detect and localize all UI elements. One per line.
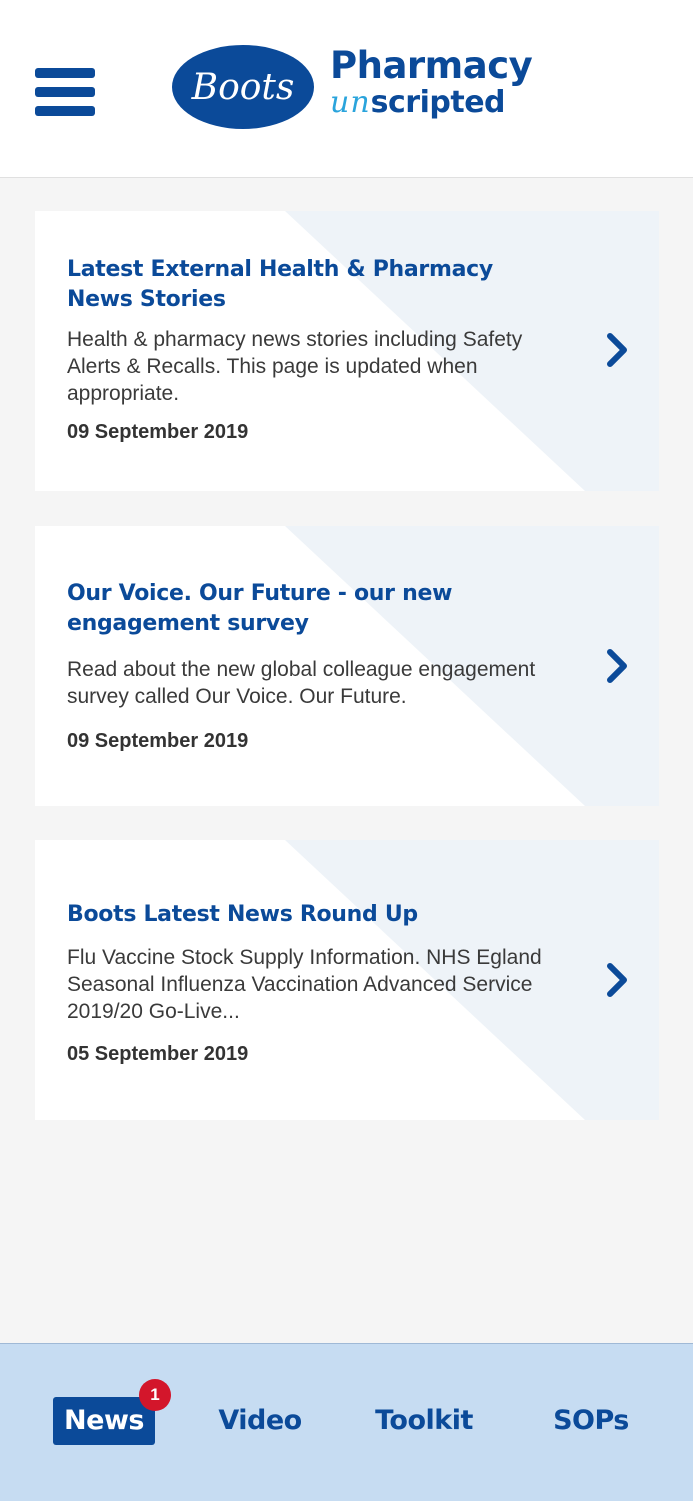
chevron-right-icon[interactable] [605,648,629,684]
chevron-right-icon[interactable] [605,962,629,998]
brand-scripted-text: scripted [370,85,506,120]
chevron-right-icon[interactable] [605,332,629,368]
notification-badge: 1 [139,1379,171,1411]
news-card-title: Boots Latest News Round Up [67,902,418,927]
app-header [0,0,693,178]
news-card-date: 09 September 2019 [67,730,249,752]
boots-logo[interactable] [171,44,315,130]
hamburger-menu-icon[interactable] [35,68,95,116]
news-card-description: Flu Vaccine Stock Supply Information. NHS Egland Seasonal Influenza Vaccination Advanced Service 2019/20 Go-Live... [67,946,542,1023]
tab-toolkit[interactable]: Toolkit [375,1405,473,1436]
news-card-title: Latest External Health & Pharmacy News Stories [67,257,493,312]
brand-un-text: un [330,85,371,120]
tab-news[interactable]: News [53,1397,155,1445]
tab-sops[interactable]: SOPs [553,1405,629,1436]
brand-unscripted [330,85,506,120]
news-card-description: Health & pharmacy news stories including Safety Alerts & Recalls. This page is updated when appropriate. [67,328,523,405]
news-card[interactable] [35,211,659,491]
news-card-description: Read about the new global colleague engagement survey called Our Voice. Our Future. [67,658,536,708]
tab-video[interactable]: Video [218,1405,302,1436]
news-card-title: Our Voice. Our Future - our new engagement survey [67,581,453,636]
news-card[interactable] [35,526,659,806]
news-card[interactable] [35,840,659,1120]
boots-logo-text: Boots [191,67,295,108]
news-card-date: 05 September 2019 [67,1043,249,1065]
news-card-date: 09 September 2019 [67,421,249,443]
brand-pharmacy-text: Pharmacy [330,44,533,87]
